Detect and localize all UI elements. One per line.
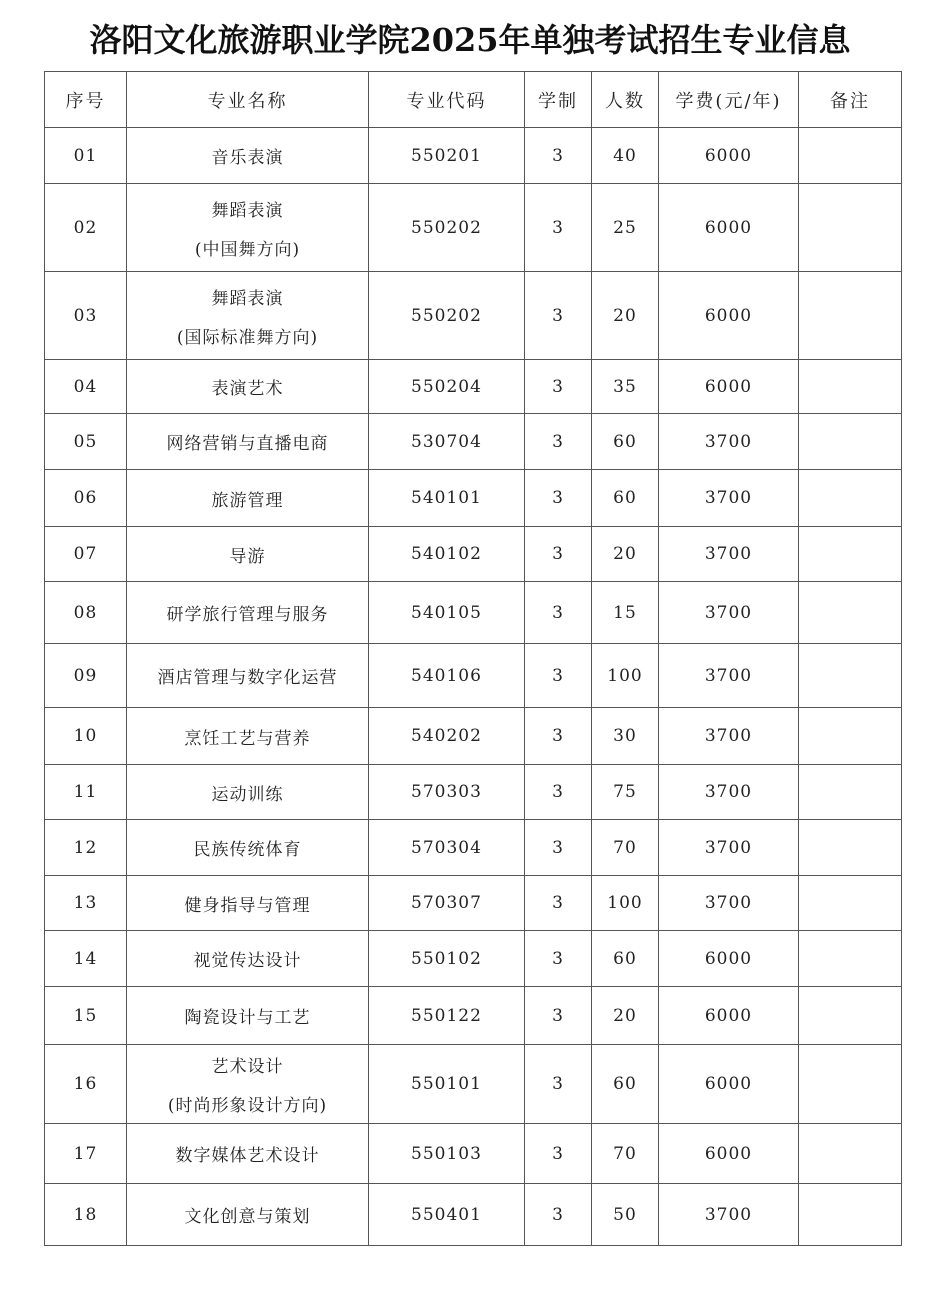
major-name: 视觉传达设计 (193, 951, 302, 971)
cell-index: 18 (45, 1184, 127, 1246)
cell-duration: 3 (525, 1045, 592, 1124)
cell-quota: 60 (592, 414, 659, 470)
cell-code: 530704 (369, 414, 525, 470)
cell-remark (799, 184, 902, 272)
cell-index: 15 (45, 987, 127, 1045)
cell-fee: 3700 (659, 765, 799, 820)
cell-fee: 3700 (659, 708, 799, 765)
cell-index: 07 (45, 527, 127, 582)
cell-duration: 3 (525, 987, 592, 1045)
cell-duration: 3 (525, 128, 592, 184)
cell-code: 540102 (369, 527, 525, 582)
cell-code: 550202 (369, 272, 525, 360)
table-row (45, 582, 902, 644)
cell-fee: 3700 (659, 876, 799, 931)
cell-remark (799, 128, 902, 184)
cell-fee: 6000 (659, 272, 799, 360)
table-row (45, 987, 902, 1045)
cell-fee: 3700 (659, 644, 799, 708)
cell-name (127, 987, 369, 1045)
cell-remark (799, 644, 902, 708)
cell-name (127, 820, 369, 876)
header-name: 专业名称 (127, 72, 369, 128)
cell-name (127, 360, 369, 414)
table-row (45, 931, 902, 987)
cell-duration: 3 (525, 184, 592, 272)
cell-index: 03 (45, 272, 127, 360)
cell-fee: 3700 (659, 470, 799, 527)
cell-remark (799, 527, 902, 582)
cell-name (127, 931, 369, 987)
cell-duration: 3 (525, 876, 592, 931)
cell-quota: 30 (592, 708, 659, 765)
cell-index: 08 (45, 582, 127, 644)
major-name: 表演艺术 (211, 379, 284, 399)
major-direction: (国际标准舞方向) (176, 327, 319, 348)
major-name: 陶瓷设计与工艺 (184, 1008, 311, 1028)
major-name: 艺术设计 (211, 1057, 284, 1077)
cell-index: 14 (45, 931, 127, 987)
header-index: 序号 (45, 72, 127, 128)
table-row (45, 360, 902, 414)
cell-remark (799, 1124, 902, 1184)
cell-index: 09 (45, 644, 127, 708)
cell-code: 550103 (369, 1124, 525, 1184)
cell-remark (799, 360, 902, 414)
table-body (45, 128, 902, 1246)
cell-remark (799, 820, 902, 876)
majors-table (44, 71, 902, 1246)
cell-quota: 60 (592, 1045, 659, 1124)
cell-index: 01 (45, 128, 127, 184)
major-name: 网络营销与直播电商 (166, 434, 329, 454)
cell-quota: 20 (592, 272, 659, 360)
cell-quota: 100 (592, 876, 659, 931)
major-name: 研学旅行管理与服务 (166, 605, 329, 625)
cell-code: 540202 (369, 708, 525, 765)
cell-remark (799, 272, 902, 360)
table-row (45, 876, 902, 931)
major-direction: (中国舞方向) (194, 239, 301, 260)
cell-duration: 3 (525, 931, 592, 987)
cell-fee: 6000 (659, 931, 799, 987)
header-remark: 备注 (799, 72, 902, 128)
major-direction: (时尚形象设计方向) (167, 1096, 328, 1116)
cell-remark (799, 987, 902, 1045)
major-name: 旅游管理 (211, 490, 284, 511)
major-name: 健身指导与管理 (184, 895, 311, 916)
cell-duration: 3 (525, 527, 592, 582)
cell-name (127, 582, 369, 644)
cell-code: 550102 (369, 931, 525, 987)
cell-name (127, 184, 369, 272)
cell-quota: 25 (592, 184, 659, 272)
cell-quota: 70 (592, 1124, 659, 1184)
major-name: 烹饪工艺与营养 (184, 728, 311, 749)
cell-duration: 3 (525, 470, 592, 527)
cell-code: 550202 (369, 184, 525, 272)
cell-name (127, 470, 369, 527)
table-row (45, 820, 902, 876)
header-quota: 人数 (592, 72, 659, 128)
cell-duration: 3 (525, 820, 592, 876)
cell-index: 06 (45, 470, 127, 527)
table-row (45, 527, 902, 582)
cell-quota: 40 (592, 128, 659, 184)
cell-quota: 50 (592, 1184, 659, 1246)
major-name: 文化创意与策划 (184, 1207, 311, 1227)
cell-fee: 3700 (659, 527, 799, 582)
cell-duration: 3 (525, 708, 592, 765)
cell-code: 550122 (369, 987, 525, 1045)
cell-name (127, 414, 369, 470)
cell-quota: 60 (592, 470, 659, 527)
cell-duration: 3 (525, 765, 592, 820)
cell-fee: 3700 (659, 820, 799, 876)
table-row (45, 184, 902, 272)
table-row (45, 1184, 902, 1246)
cell-name (127, 765, 369, 820)
cell-index: 16 (45, 1045, 127, 1124)
table-row (45, 1045, 902, 1124)
cell-quota: 60 (592, 931, 659, 987)
cell-name (127, 527, 369, 582)
cell-fee: 3700 (659, 1184, 799, 1246)
cell-name (127, 1184, 369, 1246)
cell-remark (799, 931, 902, 987)
cell-duration: 3 (525, 272, 592, 360)
cell-remark (799, 470, 902, 527)
cell-remark (799, 1045, 902, 1124)
cell-duration: 3 (525, 414, 592, 470)
table-row (45, 1124, 902, 1184)
cell-fee: 6000 (659, 1045, 799, 1124)
header-duration: 学制 (525, 72, 592, 128)
cell-index: 04 (45, 360, 127, 414)
cell-remark (799, 708, 902, 765)
cell-duration: 3 (525, 1124, 592, 1184)
cell-fee: 3700 (659, 582, 799, 644)
cell-duration: 3 (525, 582, 592, 644)
header-fee: 学费(元/年) (659, 72, 799, 128)
cell-quota: 20 (592, 527, 659, 582)
table-header-row (45, 72, 902, 128)
cell-fee: 3700 (659, 414, 799, 470)
cell-name (127, 128, 369, 184)
cell-remark (799, 414, 902, 470)
cell-fee: 6000 (659, 184, 799, 272)
cell-name (127, 272, 369, 360)
cell-duration: 3 (525, 360, 592, 414)
cell-index: 10 (45, 708, 127, 765)
cell-duration: 3 (525, 1184, 592, 1246)
cell-index: 13 (45, 876, 127, 931)
cell-index: 17 (45, 1124, 127, 1184)
cell-name (127, 876, 369, 931)
cell-remark (799, 1184, 902, 1246)
cell-fee: 6000 (659, 128, 799, 184)
major-name: 运动训练 (211, 784, 284, 805)
cell-code: 570303 (369, 765, 525, 820)
cell-index: 05 (45, 414, 127, 470)
cell-name (127, 1045, 369, 1124)
major-name: 舞蹈表演 (211, 200, 284, 221)
major-name: 导游 (229, 546, 266, 567)
cell-remark (799, 765, 902, 820)
table-row (45, 128, 902, 184)
cell-code: 570307 (369, 876, 525, 931)
cell-duration: 3 (525, 644, 592, 708)
table-row (45, 644, 902, 708)
cell-index: 11 (45, 765, 127, 820)
page-title: 洛阳文化旅游职业学院2025年单独考试招生专业信息 (89, 21, 851, 59)
cell-code: 540105 (369, 582, 525, 644)
cell-code: 570304 (369, 820, 525, 876)
cell-code: 550401 (369, 1184, 525, 1246)
major-name: 舞蹈表演 (211, 288, 284, 309)
cell-code: 550204 (369, 360, 525, 414)
table-row (45, 708, 902, 765)
major-name: 数字媒体艺术设计 (175, 1146, 320, 1166)
table-row (45, 470, 902, 527)
cell-index: 02 (45, 184, 127, 272)
major-name: 音乐表演 (211, 148, 284, 168)
cell-fee: 6000 (659, 360, 799, 414)
cell-name (127, 708, 369, 765)
cell-code: 540106 (369, 644, 525, 708)
major-name: 民族传统体育 (193, 840, 302, 860)
cell-remark (799, 582, 902, 644)
cell-code: 540101 (369, 470, 525, 527)
cell-quota: 35 (592, 360, 659, 414)
cell-fee: 6000 (659, 1124, 799, 1184)
cell-code: 550101 (369, 1045, 525, 1124)
cell-remark (799, 876, 902, 931)
cell-index: 12 (45, 820, 127, 876)
cell-fee: 6000 (659, 987, 799, 1045)
major-name: 酒店管理与数字化运营 (157, 668, 338, 688)
table-row (45, 414, 902, 470)
cell-quota: 15 (592, 582, 659, 644)
cell-name (127, 644, 369, 708)
cell-quota: 70 (592, 820, 659, 876)
table-row (45, 272, 902, 360)
cell-name (127, 1124, 369, 1184)
table-row (45, 765, 902, 820)
cell-quota: 20 (592, 987, 659, 1045)
cell-quota: 100 (592, 644, 659, 708)
cell-code: 550201 (369, 128, 525, 184)
header-code: 专业代码 (369, 72, 525, 128)
cell-quota: 75 (592, 765, 659, 820)
